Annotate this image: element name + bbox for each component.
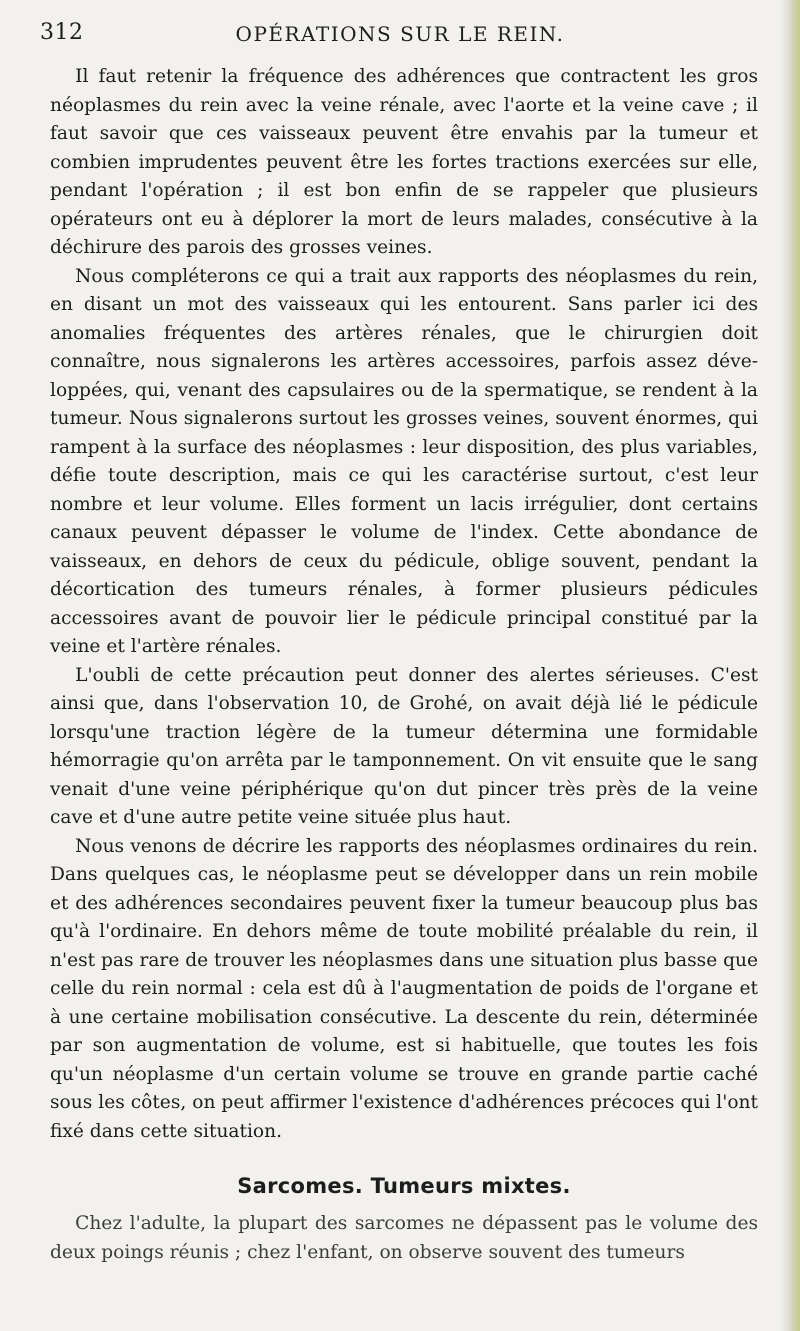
page-edge bbox=[786, 0, 800, 1331]
paragraph-4: Nous venons de décrire les rapports des néoplasmes ordinaires du rein. Dans quelques cas, le néoplasme peut se développer dans un rein mobile et des adhérences secondaires peuvent fixer la tumeur beaucoup plus bas qu'à l'ordinaire. En dehors même de toute mobilité préalable du rein, il n'est pas rare de trouver les néoplasmes dans une situation plus basse que celle du rein normal : cela est dû à l'augmentation de poids de l'organe et à une certaine mobilisation consécutive. La descente du rein, déterminée par son augmentation de volume, est si habituelle, que toutes les fois qu'un néoplasme d'un certain volume se trouve en grande partie caché sous les côtes, on peut affirmer l'existence d'adhérences précoces qui l'ont fixé dans cette situation. bbox=[50, 835, 758, 1142]
paragraph-3: L'oubli de cette précaution peut donner des alertes sérieuses. C'est ainsi que, dans l'observation 10, de Grohé, on avait déjà lié le pédicule lorsqu'une traction légère de la tumeur détermina une formidable hémorragie qu'on arrêta par le tamponnement. On vit ensuite que le sang venait d'une veine périphérique qu'on dut pincer très près de la veine cave et d'une autre petite veine située plus haut. bbox=[50, 664, 758, 828]
section-paragraph: Chez l'adulte, la plupart des sarcomes ne dépassent pas le volume des deux poings réunis ; chez l'enfant, on observe souvent des tumeurs bbox=[50, 1213, 758, 1263]
page-header bbox=[40, 20, 760, 60]
page-number: 312 bbox=[40, 20, 84, 45]
section-heading: Sarcomes. Tumeurs mixtes. bbox=[237, 1174, 571, 1198]
paragraph-2: Nous compléterons ce qui a trait aux rapports des néoplasmes du rein, en disant un mot des vaisseaux qui les entourent. Sans parler ici des anomalies fréquentes des artères rénales, que le chirurgien doit connaître, nous signalerons les artères accessoires, parfois assez développées, qui, venant des capsulaires ou de la spermatique, se rendent à la tumeur. Nous signalerons surtout les grosses veines, souvent énormes, qui rampent à la surface des néoplasmes : leur disposition, des plus variables, défie toute description, mais ce qui les caractérise surtout, c'est leur nombre et leur volume. Elles forment un lacis irrégulier, dont certains canaux peuvent dépasser le volume de l'index. Cette abondance de vaisseaux, en dehors de ceux du pédicule, oblige souvent, pendant la décortication des tumeurs rénales, à former plusieurs pédicules accessoires avant de pouvoir lier le pédicule principal constitué par la veine et l'artère rénales. bbox=[50, 265, 758, 657]
paragraph-1: Il faut retenir la fréquence des adhérences que contractent les gros néoplasmes du rein avec la veine rénale, avec l'aorte et la veine cave ; il faut savoir que ces vaisseaux peuvent être envahis par la tumeur et combien imprudentes peuvent être les fortes tractions exercées sur elle, pendant l'opération ; il est bon enfin de se rappeler que plusieurs opérateurs ont eu à déplorer la mort de leurs malades, consécutive à la déchirure des parois des grosses veines. bbox=[50, 66, 758, 258]
page-body bbox=[50, 63, 758, 1267]
running-title: OPÉRATIONS SUR LE REIN. bbox=[235, 22, 565, 46]
